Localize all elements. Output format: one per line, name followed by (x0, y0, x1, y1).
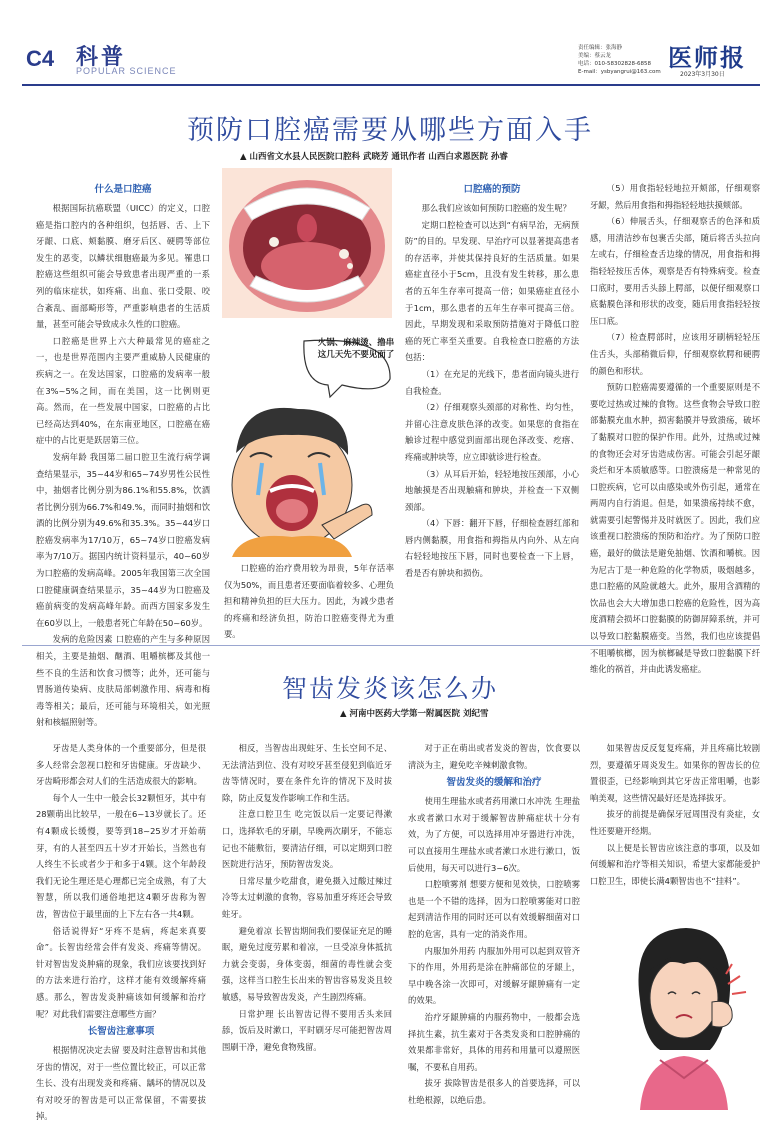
paragraph: 避免着凉 长智齿期间我们要保证充足的睡眠，避免过度劳累和着凉，一旦受凉身体抵抗力就会变弱，身体变弱，细菌的毒性就会变强，这样当口腔生长出来的智齿容易发炎且较敏感，易导致智齿发炎，产生剧烈疼痛。 (222, 925, 392, 1002)
paragraph: 俗话说得好“牙疼不是病，疼起来真要命”。长智齿经常会伴有发炎、疼痛等情况。针对智齿发炎肿痛的现象，我们应该要找到好的方法来进行治疗，这样才能有效缓解疼痛感。那么，智齿发炎肿痛该如何缓解和治疗呢？对此我们需要注意哪些方面？ (36, 925, 206, 1019)
article2-column-4 (590, 740, 760, 900)
article1-column-4 (590, 180, 760, 675)
masthead (0, 0, 780, 86)
article1-column-3 (405, 180, 579, 640)
paragraph: （4）下唇：翻开下唇，仔细检查唇红部和唇内侧黏膜，用食指和拇指从内向外、从左向右轻轻地按压下唇，同时也要检查一下上唇，看是否有肿块和损伤。 (405, 518, 579, 579)
paragraph: 如果智齿反反复复疼痛，并且疼痛比较剧烈，要遵循牙周炎发生。如果你的智齿长的位置很歪，已经影响到其它牙齿正常咀嚼，也影响美观，这些情况最好还是选择拔牙。 (590, 743, 760, 803)
brand-logo: 医师报 (668, 43, 746, 72)
article1-column-1 (36, 180, 210, 728)
editor-info (578, 44, 661, 76)
paragraph: 预防口腔癌需要遵循的一个重要原则是不要吃过热或过辣的食物。这些食物会导致口腔部黏膜充血水肿，损害黏膜并导致溃疡，破坏了黏膜对口腔的保护作用。此外，过热或过辣的食物还会对牙齿造成伤害。可能会引起牙龈炎烂和牙本质敏感等。口腔溃疡是一种常见的口腔疾病，它可以由感染或外伤引起，通常在两周内自行消退。但是，如果溃疡持续不愈，就需要引起警惕并及时就医了。因此，我们应该重视口腔溃疡的预防和治疗。为了预防口腔癌，最好的做法是避免抽烟、饮酒和嚼槟。因为尼古丁是一种危险的化学物质，吸烟越多，患口腔癌的风险就越大。此外，服用含酒精的饮品也会大大增加患口腔癌的危险性，因为高度酒精会损坏口腔黏膜的防御屏障系统，并可以导致口腔黏膜癌变。当然，我们也应该提倡不咀嚼槟榔，因为槟榔碱是导致口腔黏膜下纤维化的祸首，并由此诱发癌症。 (590, 382, 760, 675)
issue-date: 2023年3月30日 (680, 71, 725, 78)
paragraph: （1）在充足的光线下，患者面向镜头进行自我检查。 (405, 368, 579, 396)
paragraph: 拔牙的前提是确保牙冠周围没有炎症，女性还要避开经期。 (590, 809, 760, 836)
paragraph: （5）用食指轻轻地拉开颊部，仔细观察牙龈，然后用食指和拇指轻轻地扶摸颊部。 (590, 183, 760, 210)
paragraph: 治疗牙龈肿痛的内服药物中，一般都会选择抗生素，抗生素对于各类发炎和口腔肿痛的效果都非常好，具体的用药和用量可以遵照医嘱，不要私自用药。 (408, 1011, 580, 1072)
paragraph: （3）从耳后开始，轻轻地按压颈部，小心地触摸是否出现触痛和肿块，并检查一下双侧颈部。 (405, 468, 579, 512)
page-number: C4 (26, 46, 55, 71)
paragraph: 使用生理盐水或者药用漱口水冲洗 生理盐水或者漱口水对于缓解智齿肿痛症状十分有效，为了方便，可以选择用冲牙器进行冲洗，可以直接用生理盐水或者漱口水进行漱口，饭后使用，每天可以进行3~6次。 (408, 796, 580, 873)
paragraph: 定期口腔检查可以达到“有病早治，无病预防”的目的。早发现、早治疗可以显著提高患者的存活率，并使其保持良好的生活质量。如果癌症直径小于5cm，且没有发生转移，那么患者的五年生存率可提高一倍；如果癌症直径小于1cm，那么患者的五年生存率可提高三倍。因此，早期发现和采取预防措施对于降低口腔癌的死亡率至关重要。自我检查口腔癌的方法包括： (405, 219, 579, 363)
article1-title: 预防口腔癌需要从哪些方面入手 (187, 115, 593, 146)
cartoon-girl-toothache-illustration (600, 910, 756, 1110)
article1-column-2-continued (224, 560, 394, 640)
paragraph: 根据情况决定去留 要及时注意智齿和其他牙齿的情况，对于一些位置比较正，可以正常生长、没有出现发炎和疼痛、龋坏的情况以及有对咬牙的智齿是可以正常保留，不需要拔掉。 (36, 1045, 206, 1122)
paragraph: 口腔癌的治疗费用较为昂贵，5年存活率仅为50%，而且患者还要面临着较多、心理负担和精神负担的巨大压力。因此，为减少患者的疼痛和经济负担，防治口腔癌变得尤为重要。 (224, 563, 394, 640)
section-heading: 什么是口腔癌 (94, 184, 152, 195)
header-rule (22, 84, 760, 86)
editor-line: 电话：010-58302828-6858 (578, 61, 651, 67)
article-divider (22, 645, 760, 646)
section-heading: 智齿发炎的缓解和治疗 (446, 777, 542, 789)
mouth-illustration (222, 168, 392, 318)
paragraph: （6）伸展舌头，仔细观察舌的色泽和质感，用清洁纱布包裹舌尖部，随后将舌头拉向左或右，仔细检查舌边缘的情况，用食指和拇指轻轻按压舌体，观察是否有特殊病变。检查口底时，要用舌头舔上腭部，以便仔细观察口底黏膜色泽和形状的改变，随后用食指轻轻按压口底。 (590, 216, 760, 326)
paragraph: 日常护理 长出智齿记得不要用舌头来回舔，饭后及时漱口，平时刷牙尽可能把智齿周围刷干净，避免食物残留。 (222, 1008, 392, 1052)
paragraph: 根据国际抗癌联盟（UICC）的定义，口腔癌是指口腔内的各种组织，包括唇、舌、上下牙龈、口底、颊黏膜、磨牙后区、硬腭等部位发生的恶变，以鳞状细胞癌最为多见。罹患口腔癌这些组织可能会导致患者出现严重的一系列的临床症状，如疼痛、出血、张口受限、咬合紊乱、面部畸形等，严重影响患者的生活质量，甚至可能会导致成永久性的口腔癌。 (36, 203, 210, 330)
article2-title: 智齿发炎该怎么办 (281, 674, 498, 703)
section-title: 科普 (76, 44, 127, 70)
paragraph: 注意口腔卫生 吃完饭以后一定要记得漱口，选择软毛的牙刷，早晚两次刷牙，不能忘记也不能敷衍，要清洁仔细，可以定期到口腔医院进行洁牙，预防智齿发炎。 (222, 809, 392, 870)
section-subtitle: POPULAR SCIENCE (76, 66, 177, 76)
article2-byline: ▲ 河南中医药大学第一附属医院 刘纪雪 (340, 709, 489, 719)
paragraph: 口腔喷雾剂 想要方便和见效快，口腔喷雾也是一个不错的选择，因为口腔喷雾能对口腔起到清洁作用的同时还可以有效缓解细菌对口腔的危害，具有一定的消炎作用。 (408, 879, 580, 939)
speech-bubble-text: 火锅、麻辣烫、撸串 这几天先不要见面了 (317, 338, 395, 360)
paragraph: 对于正在萌出或者发炎的智齿，饮食要以清淡为主，避免吃辛辣刺激食物。 (408, 743, 580, 770)
section-heading: 口腔癌的预防 (463, 184, 521, 195)
editor-line: E-mail：ysbyangrui@163.com (578, 69, 661, 75)
editor-line: 美编：蔡云龙 (578, 53, 612, 59)
paragraph: 发病的危险因素 口腔癌的产生与多种原因相关，主要是抽烟、酗酒、咀嚼槟榔及其他一些不良的生活和饮食习惯等；此外，还可能与胃肠道传染病、皮肤局部刺激作用、病毒和梅毒等相关；最后，还可能与环境相关，如光照射和核辐照射等。 (36, 634, 210, 728)
paragraph: 牙齿是人类身体的一个重要部分，但是很多人经常会忽视口腔和牙齿健康。牙齿缺少、牙齿畸形都会对人们的生活造成很大的影响。 (36, 743, 206, 787)
paragraph: 相反，当智齿出现蛀牙、生长空间不足、无法清洁到位、没有对咬牙甚至侵犯到临近牙齿等情况时，要在条件允许的情况下及时拔除，防止反复发作影响工作和生活。 (222, 743, 392, 803)
paragraph: 那么我们应该如何预防口腔癌的发生呢？ (421, 203, 571, 213)
paragraph: 发病年龄 我国第二届口腔卫生流行病学调查结果显示，35~44岁和65~74岁男性公民性中，抽烟者比例分别为86.1%和55.8%，饮酒者比例分别为66.7%和49.%，而同时抽烟和饮酒的比例分别为49.6%和35.3%。35~44岁口腔癌发病率为17/10万，65~74岁口腔癌发病率为7/10万。据国内统计资料显示，40~60岁为口腔癌的发病高峰。2005年我国第三次全国口腔健康调查结果显示，35~44岁为口腔癌及癌前病变的发病高峰年龄。而西方国家多发生在60岁以上，一般患者死亡年龄在50~60岁。 (36, 451, 210, 628)
article2-column-1 (36, 740, 206, 1122)
editor-line: 责任编辑：张海静 (578, 45, 623, 51)
article2-column-3 (408, 740, 580, 1110)
section-heading: 长智齿注意事项 (87, 1026, 155, 1038)
article2-column-2 (222, 740, 392, 1110)
paragraph: （7）检查腭部时，应该用牙刷柄轻轻压住舌头，头部稍微后仰，仔细观察软腭和硬腭的颜色和形状。 (590, 332, 760, 376)
paragraph: （2）仔细观察头颈部的对称性、均匀性，并留心注意皮肤色泽的改变。如果您的食指在触诊过程中感觉到面部出现色泽改变、疙瘩、疼痛或肿块等，应立即就诊进行检查。 (405, 402, 579, 462)
paragraph: 以上便是长智齿应该注意的事项，以及如何缓解和治疗等相关知识，希望大家都能爱护口腔卫生，即使长满4颗智齿也不“挂料”。 (590, 842, 760, 886)
article1-byline: ▲ 山西省文水县人民医院口腔科 武晓芳 通讯作者 山西白求恩医院 孙睿 (240, 152, 508, 162)
paragraph: 每个人一生中一般会长32颗恒牙，其中有28颗萌出比较早，一般在6~13岁就长了。还有4颗成长缓慢，要等到18~25岁才开始萌芽，有的人甚至四五十岁才开始长，当然也有人终生不长或者少于和多于4颗。这个年龄段我们无论生理还是心理都已完全成熟，有了大智慧，所以我们通俗地把这4颗牙齿称为智齿，智齿位于最里面的上下左右各一共4颗。 (36, 792, 206, 919)
paragraph: 日常尽量少吃甜食，避免摄入过酸过辣过冷等太过刺激的食物，容易加重牙疼还会导致蛀牙。 (222, 875, 392, 919)
paragraph: 内服加外用药 内服加外用可以起到双管齐下的作用，外用药是涂在肿痛部位的牙龈上，早中晚各涂一次即可，对缓解牙龈肿痛有一定的效果。 (408, 945, 580, 1006)
paragraph: 拔牙 拔除智齿是很多人的首要选择，可以杜绝根源，以绝后患。 (408, 1078, 580, 1105)
paragraph: 口腔癌是世界上六大种最常见的癌症之一，也是世界范围内主要严重威胁人民健康的疾病之一。在发达国家，口腔癌的发病率一般在3%~5%之间，而在美国，这一比例则更高。然而，在一些发展中国家，口腔癌的占比已经高达到40%，在东南亚地区，口腔癌在癌症中的占比更是跃居第三位。 (36, 335, 210, 446)
